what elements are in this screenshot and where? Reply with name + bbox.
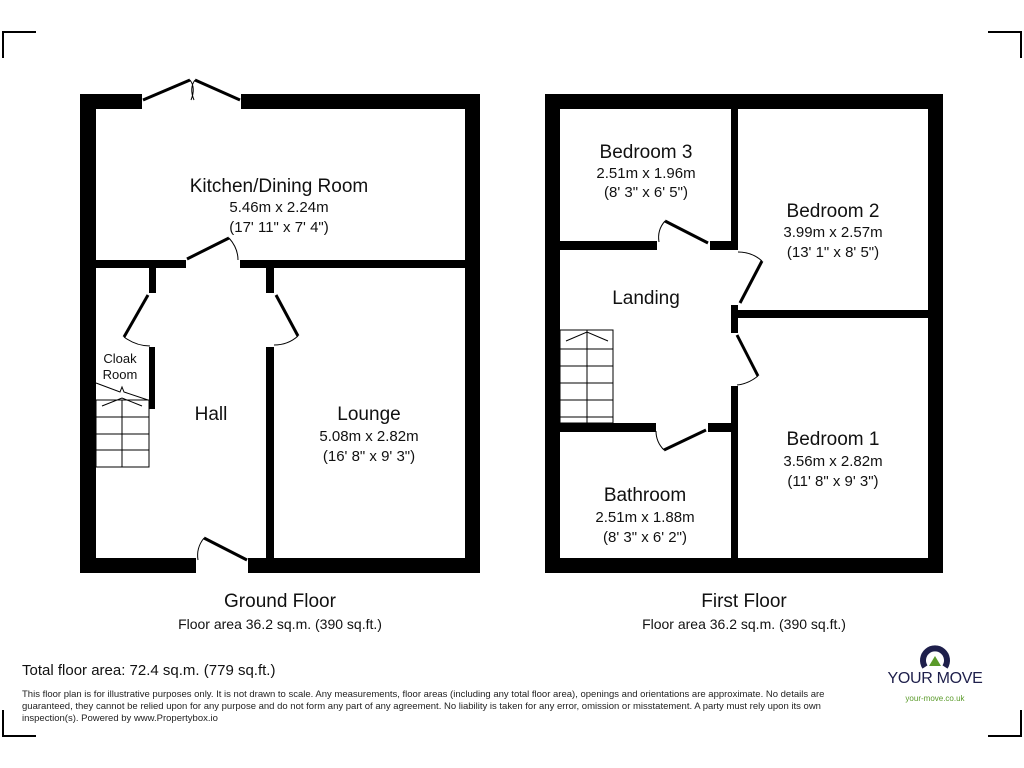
floor-title: Ground Floor — [224, 591, 336, 612]
room-imperial: (17' 11" x 7' 4") — [229, 219, 329, 236]
room-name: Bedroom 2 — [786, 201, 880, 222]
room-name: Bedroom 3 — [599, 142, 693, 163]
room-name: Hall — [194, 404, 228, 425]
stairs-ground — [96, 383, 149, 467]
ground-floor-plan — [80, 80, 480, 632]
floor-area: Floor area 36.2 sq.m. (390 sq.ft.) — [178, 616, 382, 632]
room-imperial: (13' 1" x 8' 5") — [786, 244, 880, 261]
room-imperial: (8' 3" x 6' 2") — [603, 529, 687, 546]
room-name: Lounge — [337, 404, 401, 425]
room-metric: 2.51m x 1.96m — [596, 165, 696, 182]
disclaimer: This floor plan is for illustrative purposes only. It is not drawn to scale. Any measurements, floor areas (including any total floor area), openings and orientations are approximate. No details are guaranteed, they cannot be relied upon for any purpose and do not form any part of any agreement. No liability is taken for any error, omission or misstatement. A party must rely upon its own inspection(s). Powered by www.Propertybox.io — [22, 689, 825, 724]
stairs-first — [560, 330, 613, 423]
logo-url: your-move.co.uk — [905, 694, 965, 703]
room-imperial: (16' 8" x 9' 3") — [322, 448, 416, 465]
room-metric: 3.99m x 2.57m — [783, 224, 883, 241]
room-name: Bathroom — [603, 485, 687, 506]
your-move-logo — [876, 640, 994, 703]
total-floor-area: Total floor area: 72.4 sq.m. (779 sq.ft.) — [22, 662, 276, 679]
room-metric: 3.56m x 2.82m — [783, 453, 883, 470]
room-name: Landing — [612, 288, 680, 309]
first-floor-plan — [545, 94, 943, 632]
room-metric: 5.08m x 2.82m — [319, 428, 419, 445]
room-metric: 2.51m x 1.88m — [595, 509, 695, 526]
logo-mark-icon — [918, 640, 952, 670]
room-name: Room — [102, 367, 138, 382]
room-name: Bedroom 1 — [786, 429, 880, 450]
corner-marks — [3, 32, 1021, 736]
floor-title: First Floor — [701, 591, 787, 612]
room-metric: 5.46m x 2.24m — [229, 199, 329, 216]
room-name: Kitchen/Dining Room — [189, 176, 369, 197]
room-imperial: (8' 3" x 6' 5") — [604, 184, 688, 201]
room-name: Cloak — [103, 351, 137, 366]
logo-brand: YOUR MOVE — [887, 670, 983, 687]
room-imperial: (11' 8" x 9' 3") — [787, 473, 879, 490]
floor-area: Floor area 36.2 sq.m. (390 sq.ft.) — [642, 616, 846, 632]
